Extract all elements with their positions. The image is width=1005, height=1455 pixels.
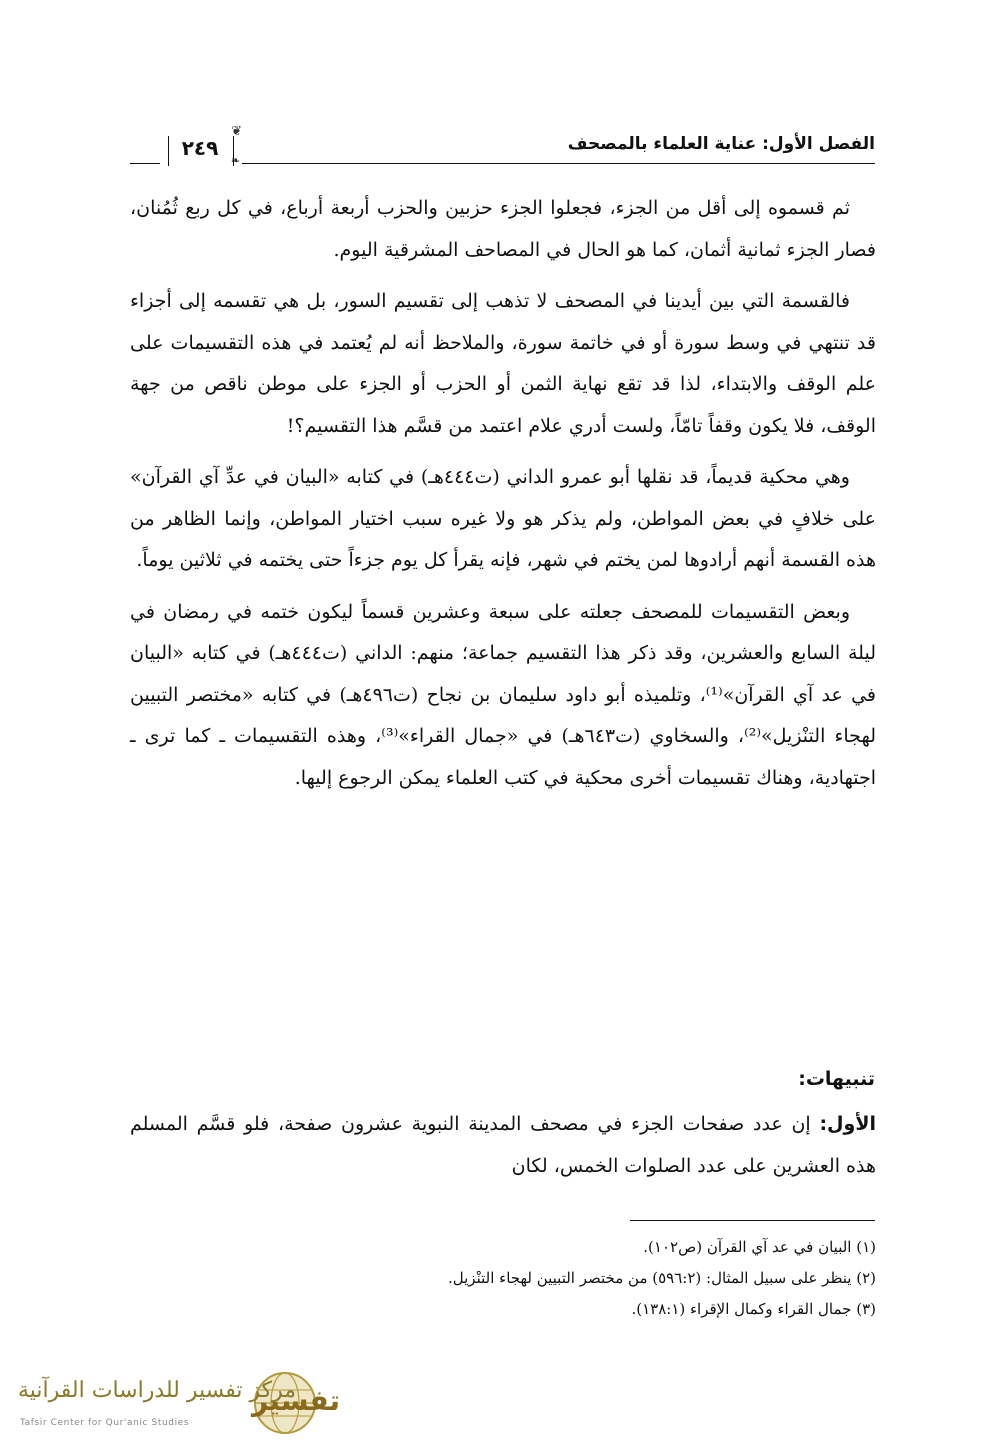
chapter-title: الفصل الأول: عناية العلماء بالمصحف: [567, 134, 875, 154]
paragraph: ثم قسموه إلى أقل من الجزء، فجعلوا الجزء حزبين والحزب أربعة أرباع، في كل ربع ثُمُنان، فصار الجزء ثمانية أثمان، كما هو الحال في المصاحف المشرقية اليوم.: [130, 197, 876, 261]
logo-english-name: Tafsir Center for Qur'anic Studies: [20, 1418, 190, 1428]
note-paragraph: [130, 1104, 876, 1187]
footnote: (٢) ينظر على سبيل المثال: (٥٩٦:٢) من مختصر التبيين لهجاء التنْزيل.: [448, 1269, 876, 1287]
ornament-icon: ❧: [230, 154, 240, 167]
page-header: [130, 118, 875, 178]
paragraph: وهي محكية قديماً، قد نقلها أبو عمرو الداني (ت٤٤٤هـ) في كتابه «البيان في عدِّ آي القرآن» على خلافٍ في بعض المواطن، ولم يذكر هو ولا غيره سبب اختيار المواطن، وإنما الظاهر من هذه القسمة أنهم أرادوها لمن يختم في شهر، فإنه يقرأ كل يوم جزءاً حتى يختمه في ثلاثين يوماً.: [130, 466, 876, 571]
ornament-icon: ❦: [231, 124, 242, 139]
footnote: (١) البيان في عد آي القرآن (ص١٠٢).: [643, 1238, 876, 1256]
paragraph: وبعض التقسيمات للمصحف جعلته على سبعة وعشرين قسماً ليكون ختمه في رمضان في ليلة السابع والعشرين، وقد ذكر هذا التقسيم جماعة؛ منهم: الداني (ت٤٤٤هـ) في كتابه «البيان في عد آي القرآن»⁽¹⁾، وتلميذه أبو داود سليمان بن نجاح (ت٤٩٦هـ) في كتابه «مختصر التبيين لهجاء التنْزيل»⁽²⁾، والسخاوي (ت٦٤٣هـ) في «جمال القراء»⁽³⁾، وهذه التقسيمات ـ كما ترى ـ اجتهادية، وهناك تقسيمات أخرى محكية في كتب العلماء يمكن الرجوع إليها.: [130, 600, 876, 789]
page-number: ٢٤٩: [181, 136, 219, 160]
footnote: (٣) جمال القراء وكمال الإقراء (١٣٨:١).: [631, 1300, 876, 1318]
note-lead: الأول:: [819, 1113, 876, 1135]
header-left-dash: [130, 163, 160, 164]
main-text: [130, 188, 876, 809]
logo-brand: تفسير: [252, 1384, 341, 1417]
publisher-logo: [10, 1368, 341, 1448]
footnotes: [130, 1232, 876, 1325]
logo-arabic-name: مركز تفسير للدراسات القرآنية: [18, 1378, 297, 1403]
note-text: إن عدد صفحات الجزء في مصحف المدينة النبوية عشرون صفحة، فلو قسَّم المسلم هذه العشرين على عدد الصلوات الخمس، لكان: [130, 1113, 876, 1177]
paragraph: فالقسمة التي بين أيدينا في المصحف لا تذهب إلى تقسيم السور، بل هي تقسمه إلى أجزاء قد تنتهي في وسط سورة أو في خاتمة سورة، والملاحظ أنه لم يُعتمد في هذه التقسيمات على علم الوقف والابتداء، لذا قد تقع نهاية الثمن أو الحزب أو الجزء على موطن ناقص من جهة الوقف، فلا يكون وقفاً تامّاً، ولست أدري علام اعتمد من قسَّم هذا التقسيم؟!: [130, 290, 876, 437]
footnote-rule: [630, 1220, 875, 1221]
header-rule: [242, 163, 875, 164]
section-heading: تنبيهات:: [798, 1068, 875, 1090]
page-number-box: [160, 124, 240, 170]
